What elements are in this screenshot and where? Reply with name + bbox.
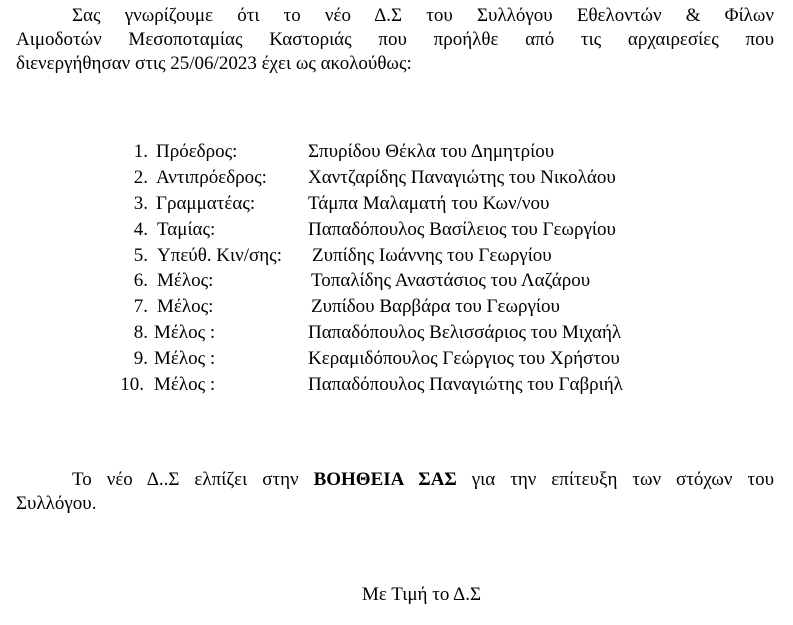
member-role: Μέλος: <box>157 270 214 292</box>
board-member-row <box>0 268 793 294</box>
board-member-row <box>0 217 793 243</box>
member-number: 4. <box>133 218 148 240</box>
member-number: 10. <box>120 374 144 396</box>
member-name: Ζυπίδου Βαρβάρα του Γεωργίου <box>311 296 560 318</box>
board-member-row <box>0 372 793 398</box>
member-role: Ταμίας: <box>157 218 216 240</box>
member-name: Παπαδόπουλος Βελισσάριος του Μιχαήλ <box>308 322 622 344</box>
board-member-row <box>0 191 793 217</box>
member-role: Υπεύθ. Κιν/σης: <box>157 244 282 266</box>
member-number: 3. <box>133 192 148 214</box>
intro-line-2: Αιμοδοτών Μεσοποταμίας Καστοριάς που προήλθε από τις αρχαιρεσίες που <box>16 29 774 50</box>
member-number: 6. <box>133 270 148 292</box>
board-member-row <box>0 346 793 372</box>
member-name: Παπαδόπουλος Παναγιώτης του Γαβριήλ <box>308 374 623 396</box>
member-role: Μέλος: <box>157 296 214 318</box>
member-role: Αντιπρόεδρος: <box>156 166 267 188</box>
intro-paragraph <box>16 4 774 76</box>
member-name: Χαντζαρίδης Παναγιώτης του Νικολάου <box>308 166 616 188</box>
member-name: Ζυπίδης Ιωάννης του Γεωργίου <box>312 244 552 266</box>
member-name: Τάμπα Μαλαματή του Κων/νου <box>308 192 550 214</box>
board-member-row <box>0 294 793 320</box>
board-member-row <box>0 139 793 165</box>
member-number: 2. <box>133 166 148 188</box>
board-members-list <box>0 139 793 398</box>
member-role: Μέλος : <box>154 348 216 370</box>
intro-line-3: διενεργήθησαν στις 25/06/2023 έχει ως ακολούθως: <box>16 53 412 74</box>
member-name: Κεραμιδόπουλος Γεώργιος του Χρήστου <box>308 348 620 370</box>
member-number: 7. <box>133 296 148 318</box>
board-member-row <box>0 165 793 191</box>
member-role: Πρόεδρος: <box>156 141 238 162</box>
board-member-row <box>0 320 793 346</box>
closing-line-1 <box>16 468 774 492</box>
signature: Με Τιμή το Δ.Σ <box>362 584 482 605</box>
member-number: 5. <box>133 244 148 266</box>
board-member-row <box>0 243 793 269</box>
member-role: Μέλος : <box>154 322 216 344</box>
closing-emphasis: ΒΟΗΘΕΙΑ ΣΑΣ <box>313 469 457 490</box>
member-name: Τοπαλίδης Αναστάσιος του Λαζάρου <box>311 270 591 292</box>
member-number: 1. <box>133 141 148 162</box>
closing-text-after: για την επίτευξη των στόχων του <box>456 469 774 490</box>
closing-text-before: Το νέο Δ..Σ ελπίζει στην <box>72 469 314 490</box>
member-name: Σπυρίδου Θέκλα του Δημητρίου <box>308 141 555 162</box>
member-number: 8. <box>133 322 148 344</box>
intro-line-1: Σας γνωρίζουμε ότι το νέο Δ.Σ του Συλλόγου Εθελοντών & Φίλων <box>72 5 774 26</box>
member-role: Μέλος : <box>154 374 216 396</box>
member-role: Γραμματέας: <box>156 192 256 214</box>
closing-line-2: Συλλόγου. <box>16 493 97 514</box>
closing-paragraph <box>16 468 774 516</box>
member-name: Παπαδόπουλος Βασίλειος του Γεωργίου <box>308 218 616 240</box>
member-number: 9. <box>133 348 148 370</box>
